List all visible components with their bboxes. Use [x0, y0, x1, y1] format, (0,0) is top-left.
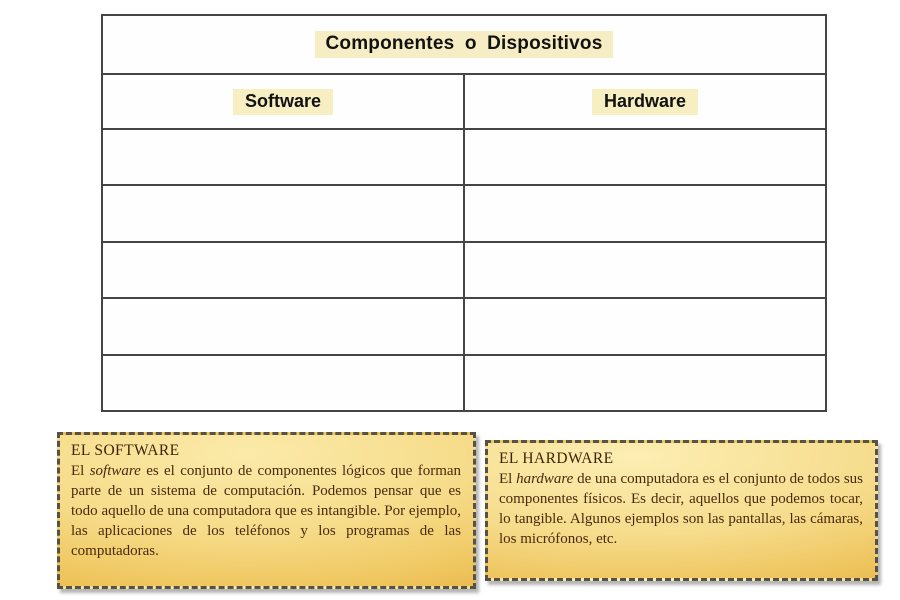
software-box-text [71, 461, 461, 561]
table-cell-software [103, 130, 463, 184]
hardware-text-rest: de una computadora es el conjunto de todos sus componentes físicos. Es decir, aquellos que podemos tocar, lo tangible. Algunos ejemplos son las pantallas, las cámaras, los micrófonos, etc. [499, 471, 863, 547]
software-text-intro: El [71, 463, 85, 479]
software-definition-box [57, 432, 476, 589]
table-title: Componentes o Dispositivos [315, 31, 612, 58]
table-row [103, 241, 825, 297]
table-cell-hardware [463, 299, 825, 353]
software-text-rest: es el conjunto de componentes lógicos que forman parte de un sistema de computación. Podemos pensar que es todo aquello de una computadora que es intangible. Por ejemplo, las aplicaciones de los teléfonos y los programas de las computadoras. [71, 463, 462, 559]
column-header-software [103, 75, 463, 128]
column-header-hardware-label: Hardware [592, 89, 698, 115]
hardware-text-intro: El [499, 471, 513, 487]
table-title-row [103, 16, 825, 73]
table-row [103, 128, 825, 184]
table-cell-hardware [463, 243, 825, 297]
table-cell-hardware [463, 356, 825, 410]
table-cell-software [103, 356, 463, 410]
hardware-box-text [499, 469, 863, 549]
table-row [103, 354, 825, 410]
table-cell-software [103, 243, 463, 297]
hardware-term-italic: hardware [516, 471, 574, 487]
table-cell-hardware [463, 186, 825, 240]
software-term-italic: software [89, 463, 141, 479]
table-row [103, 297, 825, 353]
software-box-heading: EL SOFTWARE [71, 442, 180, 459]
hardware-box-heading: EL HARDWARE [499, 450, 614, 467]
hardware-definition-box [485, 440, 878, 581]
column-header-software-label: Software [233, 89, 333, 115]
table-cell-software [103, 299, 463, 353]
table-body [103, 128, 825, 410]
table-header-row [103, 73, 825, 128]
components-table [101, 14, 827, 412]
column-header-hardware [463, 75, 825, 128]
table-cell-software [103, 186, 463, 240]
table-row [103, 184, 825, 240]
table-cell-hardware [463, 130, 825, 184]
